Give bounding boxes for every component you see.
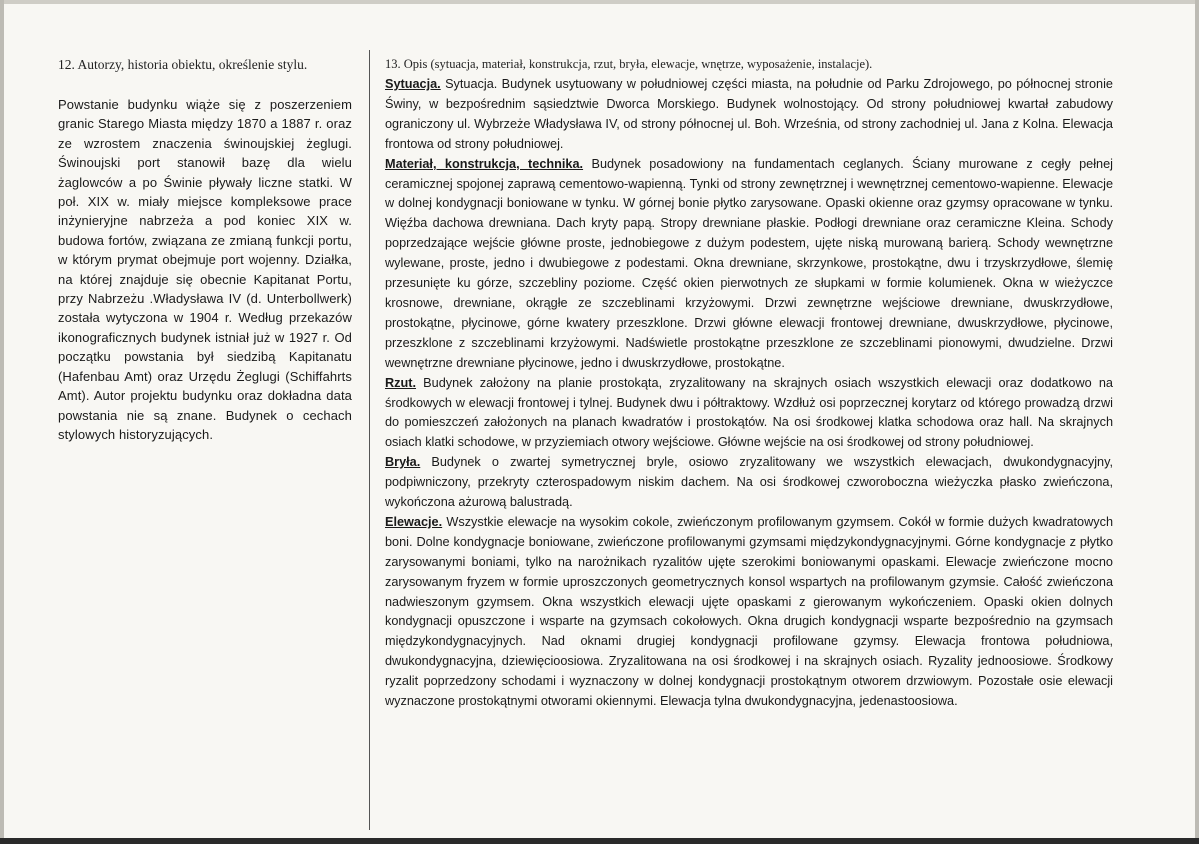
scan-edge-right xyxy=(1195,0,1199,844)
paragraph-elewacje xyxy=(385,513,1113,712)
text-material: Budynek posadowiony na fundamentach ceglanych. Ściany murowane z cegły pełnej ceramicznej spojonej zaprawą cementowo-wapienną. Tynki od strony zewnętrznej i wewnętrznej cementowo-wapienne. Elewacje w dolnej kondygnacji boniowane w tynku. W górnej bonie płytko zarysowane. Opaski okienne oraz gzymsy opracowane w tynku. Więźba dachowa drewniana. Dach kryty papą. Stropy drewniane płaskie. Podłogi drewniane oraz ceramiczne Kleina. Schody poprzedzające wejście główne proste, jednobiegowe z dużym podestem, ujęte niską murowaną barierą. Schody wewnętrzne wylewane, proste, jedno i dwubiegowe z podestami. Okna drewniane, skrzynkowe, prostokątne, dwu i trzyskrzydłowe, ślemię przesunięte ku górze, szczebliny poziome. Część okien pierwotnych ze słupkami w formie kolumienek. Okna w wieżyczce krosnowe, drewniane, okrągłe ze szczeblinami krzyżowymi. Drzwi zewnętrzne wejściowe drewniane, dwuskrzydłowe, prostokątne, płycinowe, górne kwatery przeszklone. Drzwi główne elewacji frontowej drewniane, dwuskrzydłowe, płycinowe, przeszklone z szczeblinami krzyżowymi. Nadświetle prostokątne przeszklone ze szczeblinami pionowymi, dwudzielne. Drzwi wewnętrzne drewniane płycinowe, jedno i dwuskrzydłowe, prostokątne. xyxy=(385,156,1113,370)
section-12-heading: 12. Autorzy, historia obiektu, określenie stylu. xyxy=(58,57,308,72)
text-elewacje: Wszystkie elewacje na wysokim cokole, zwieńczonym profilowanym gzymsem. Cokół w formie dużych kwadratowych boni. Dolne kondygnacje boniowane, zwieńczone profilowanymi gzymsami międzykondygnacyjnymi. Górne kondygnacje z płytko zarysowanymi boniami, tylko na narożnikach ryzalitów ujęte szerokimi boniowanymi opaskami. Elewacje zwieńczone mocno zarysowanym fryzem w formie uproszczonych geometrycznych konsol wspartych na profilowanym gzymsie. Całość zwieńczona nadwieszonym gzymsem. Okna wszystkich elewacji ujęte opaskami z gierowanym wykończeniem. Opaski okien dolnych kondygnacji opuszczone i wsparte na gzymsach cokołowych. Okna drugich kondygnacji wsparte bezpośrednio na gzymsach międzykondygnacyjnych. Nad oknami drugiej kondygnacji profilowane gzymsy. Elewacja frontowa południowa, dwukondygnacyjna, dziewięcioosiowa. Zryzalitowana na osi środkowej i na skrajnych osiach. Ryzality jednoosiowe. Środkowy ryzalit poprzedzony schodami i wyznaczony w dolnej kondygnacji prostokątnym otworem drzwiowym. Pozostałe osie elewacji wyznaczone prostokątnymi otworami okiennymi. Elewacja tylna dwukondygnacyjna, jedenastoosiowa. xyxy=(385,514,1113,709)
scan-edge-bottom xyxy=(0,838,1199,844)
text-bryla: Budynek o zwartej symetrycznej bryle, osiowo zryzalitowany we wszystkich elewacjach, dwukondygnacyjny, podpiwniczony, przekryty czterospadowym niskim dachem. Na osi środkowej czworoboczna wieżyczka płasko zwieńczona, wykończona ażurową balustradą. xyxy=(385,455,1113,510)
paragraph-sytuacja xyxy=(385,75,1113,155)
paragraph-material xyxy=(385,155,1113,374)
paragraph-rzut xyxy=(385,374,1113,454)
scan-edge-top xyxy=(0,0,1199,4)
section-12-body: Powstanie budynku wiąże się z poszerzeniem granic Starego Miasta między 1870 a 1887 r. oraz ze wzrostem znaczenia świnoujskiej żeglugi. Świnoujski port stanowił bazę dla wielu żaglowców a po Świnie pływały liczne statki. W poł. XIX w. miały miejsce kompleksowe prace inżynieryjne nabrzeża a pod koniec XIX w. budowa fortów, związana ze zmianą funkcji portu, w którym prymat obejmuje port wojenny. Działka, na której znajduje się obecnie Kapitanat Portu, przy Nabrzeżu .Władysława IV (d. Unterbollwerk) została wytyczona w 1904 r. Według przekazów ikonograficznych budynek istniał już w 1927 r. Od początku powstania był siedzibą Kapitanatu (Hafenbau Amt) oraz Urzędu Żeglugi (Schiffahrts Amt). Autor projektu budynku oraz dokładna data powstania nie są znane. Budynek o cechach stylowych historyzujących. xyxy=(58,97,352,442)
column-divider xyxy=(369,50,370,830)
text-rzut: Budynek założony na planie prostokąta, zryzalitowany na skrajnych osiach wszystkich elewacji oraz dodatkowo na środkowych w elewacji frontowej i tylnej. Budynek dwu i półtraktowy. Wzdłuż osi poprzecznej korytarz od którego prowadzą drzwi do pomieszczeń założonych na planach kwadratów i prostokątów. Na osi środkowej klatka schodowa oraz hall. Na skrajnych osiach klatki schodowe, w przyziemiach otwory wejściowe. Główne wejście na osi środkowej od strony południowej. xyxy=(385,375,1113,450)
label-rzut: Rzut. xyxy=(385,375,417,390)
label-elewacje: Elewacje. xyxy=(385,514,443,529)
label-bryla: Bryła. xyxy=(385,455,421,470)
section-12-column xyxy=(58,56,352,444)
section-13-column xyxy=(385,56,1113,712)
text-sytuacja: Sytuacja. Budynek usytuowany w południowej części miasta, na południe od Parku Zdrojowego, po północnej stronie Świny, w bezpośrednim sąsiedztwie Dworca Morskiego. Budynek wolnostojący. Od strony południowej kwartał zabudowy ograniczony ul. Wybrzeże Władysława IV, od strony północnej ul. Boh. Września, od strony zachodniej ul. Jana z Kolna. Elewacja frontowa od strony południowej. xyxy=(385,77,1113,151)
scan-edge-left xyxy=(0,0,4,844)
paragraph-bryla xyxy=(385,453,1113,513)
label-sytuacja: Sytuacja. xyxy=(385,77,441,91)
section-13-heading: 13. Opis (sytuacja, materiał, konstrukcja, rzut, bryła, elewacje, wnętrze, wyposażenie, instalacje). xyxy=(385,57,873,71)
label-material: Materiał, konstrukcja, technika. xyxy=(385,156,584,171)
